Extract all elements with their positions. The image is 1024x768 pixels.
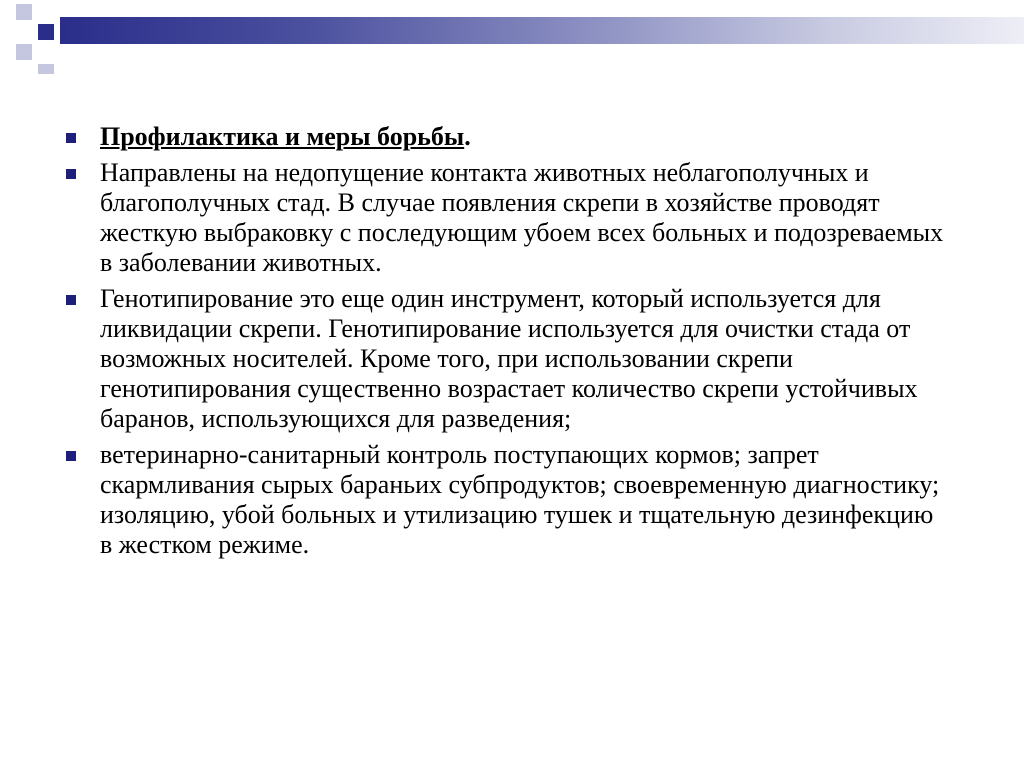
deco-square xyxy=(16,24,32,40)
slide-content xyxy=(60,122,950,566)
bullet-item xyxy=(60,440,950,560)
deco-square xyxy=(16,44,32,60)
bullet-text: ветеринарно-санитарный контроль поступающих кормов; запрет скармливания сырых бараньих субпродуктов; своевременную диагностику; изоляцию, убой больных и утилизацию тушек и тщательную дезинфекцию в жестком режиме. xyxy=(100,440,940,559)
section-heading: Профилактика и меры борьбы xyxy=(100,122,465,151)
bullet-text: Направлены на недопущение контакта животных неблагополучных и благополучных стад. В случае появления скрепи в хозяйстве проводят жесткую выбраковку с последующим убоем всех больных и подозреваемых в заболевании животных. xyxy=(100,158,944,277)
square-bullet-icon xyxy=(66,169,76,179)
deco-square xyxy=(38,24,54,40)
square-bullet-icon xyxy=(66,133,76,143)
deco-square xyxy=(38,64,54,74)
deco-square xyxy=(38,4,54,20)
bullet-item xyxy=(60,284,950,434)
square-bullet-icon xyxy=(66,451,76,461)
bullet-list xyxy=(60,122,950,560)
heading-period: . xyxy=(464,122,471,151)
deco-square xyxy=(16,4,32,20)
bullet-item-heading xyxy=(60,122,950,152)
square-bullet-icon xyxy=(66,295,76,305)
deco-square xyxy=(4,24,14,40)
bullet-item xyxy=(60,158,950,278)
deco-square xyxy=(38,44,54,60)
header-gradient-bar xyxy=(60,17,1024,44)
bullet-text: Генотипирование это еще один инструмент, который используется для ликвидации скрепи. Генотипирование используется для очистки стада от возможных носителей. Кроме того, при использовании скрепи генотипирования существенно возрастает количество скрепи устойчивых баранов, использующихся для разведения; xyxy=(100,284,918,433)
